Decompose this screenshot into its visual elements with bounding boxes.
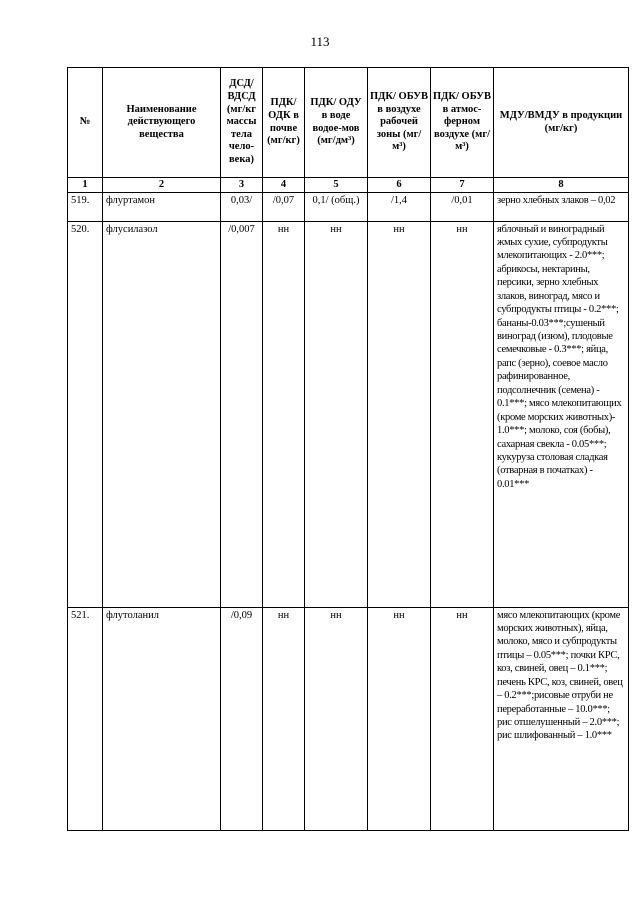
header-row [68,68,629,178]
mrl-value: яблочный и виноградный жмых сухие, субпродукты млекопитающих - 2.0***; абрикосы, нектарины, персики, зерно хлебных злаков, виноград, мясо и субпродукты птицы - 0.2***; бананы-0.03***;сушеный виноград (изюм), плодовые семечковые - 0.3***; яйца, рапс (зерно), соевое масло рафинированное, подсолнечник (семена) - 0.1***; мясо млекопитающих (кроме морских животных)- 1.0***; молоко, соя (бобы), сахарная свекла - 0.05***; кукуруза столовая сладкая (отварная в початках) - 0.01*** [494,221,629,607]
obuv-atm-value: нн [431,607,494,830]
pdk-water-value: 0,1/ (общ.) [305,192,368,221]
table-row [68,607,629,830]
substance-table [67,67,629,831]
column-number: 4 [263,178,305,193]
table-row [68,221,629,607]
header-dsd: ДСД/ ВДСД (мг/кг массы тела чело-века) [221,68,263,178]
pdk-soil-value: нн [263,607,305,830]
obuv-work-value: нн [368,221,431,607]
column-number: 6 [368,178,431,193]
pdk-soil-value: нн [263,221,305,607]
header-pdk-water: ПДК/ ОДУ в воде водое-мов (мг/дм³) [305,68,368,178]
dsd-value: /0,09 [221,607,263,830]
table-row [68,192,629,221]
column-number: 8 [494,178,629,193]
page-number: 113 [310,34,330,49]
mrl-value: мясо млекопитающих (кроме морских животных), яйца, молоко, мясо и субпродукты птицы – 0.05***; почки КРС, коз, свиней, овец – 0.1***; печень КРС, коз, свиней, овец – 0.2***;рисовые отруби не переработанные – 10.0***; рис отшелушенный – 2.0***; рис шлифованный – 1.0*** [494,607,629,830]
header-obuv-work: ПДК/ ОБУВ в воздухе рабочей зоны (мг/м³) [368,68,431,178]
row-number: 521. [68,607,103,830]
mrl-value: зерно хлебных злаков – 0,02 [494,192,629,221]
column-number: 3 [221,178,263,193]
column-number-row [68,178,629,193]
obuv-work-value: /1,4 [368,192,431,221]
column-number: 1 [68,178,103,193]
row-number: 520. [68,221,103,607]
obuv-atm-value: /0,01 [431,192,494,221]
pdk-soil-value: /0,07 [263,192,305,221]
dsd-value: /0,007 [221,221,263,607]
substance-name: флутоланил [103,607,221,830]
header-pdk-soil: ПДК/ ОДК в почве (мг/кг) [263,68,305,178]
header-name: Наименование действующего вещества [103,68,221,178]
obuv-atm-value: нн [431,221,494,607]
header-mrl: МДУ/ВМДУ в продукции (мг/кг) [494,68,629,178]
dsd-value: 0,03/ [221,192,263,221]
header-num: № [68,68,103,178]
substance-name: флуртамон [103,192,221,221]
header-obuv-atm: ПДК/ ОБУВ в атмос-ферном воздухе (мг/м³) [431,68,494,178]
column-number: 5 [305,178,368,193]
pdk-water-value: нн [305,221,368,607]
column-number: 7 [431,178,494,193]
substance-name: флусилазол [103,221,221,607]
obuv-work-value: нн [368,607,431,830]
column-number: 2 [103,178,221,193]
row-number: 519. [68,192,103,221]
pdk-water-value: нн [305,607,368,830]
